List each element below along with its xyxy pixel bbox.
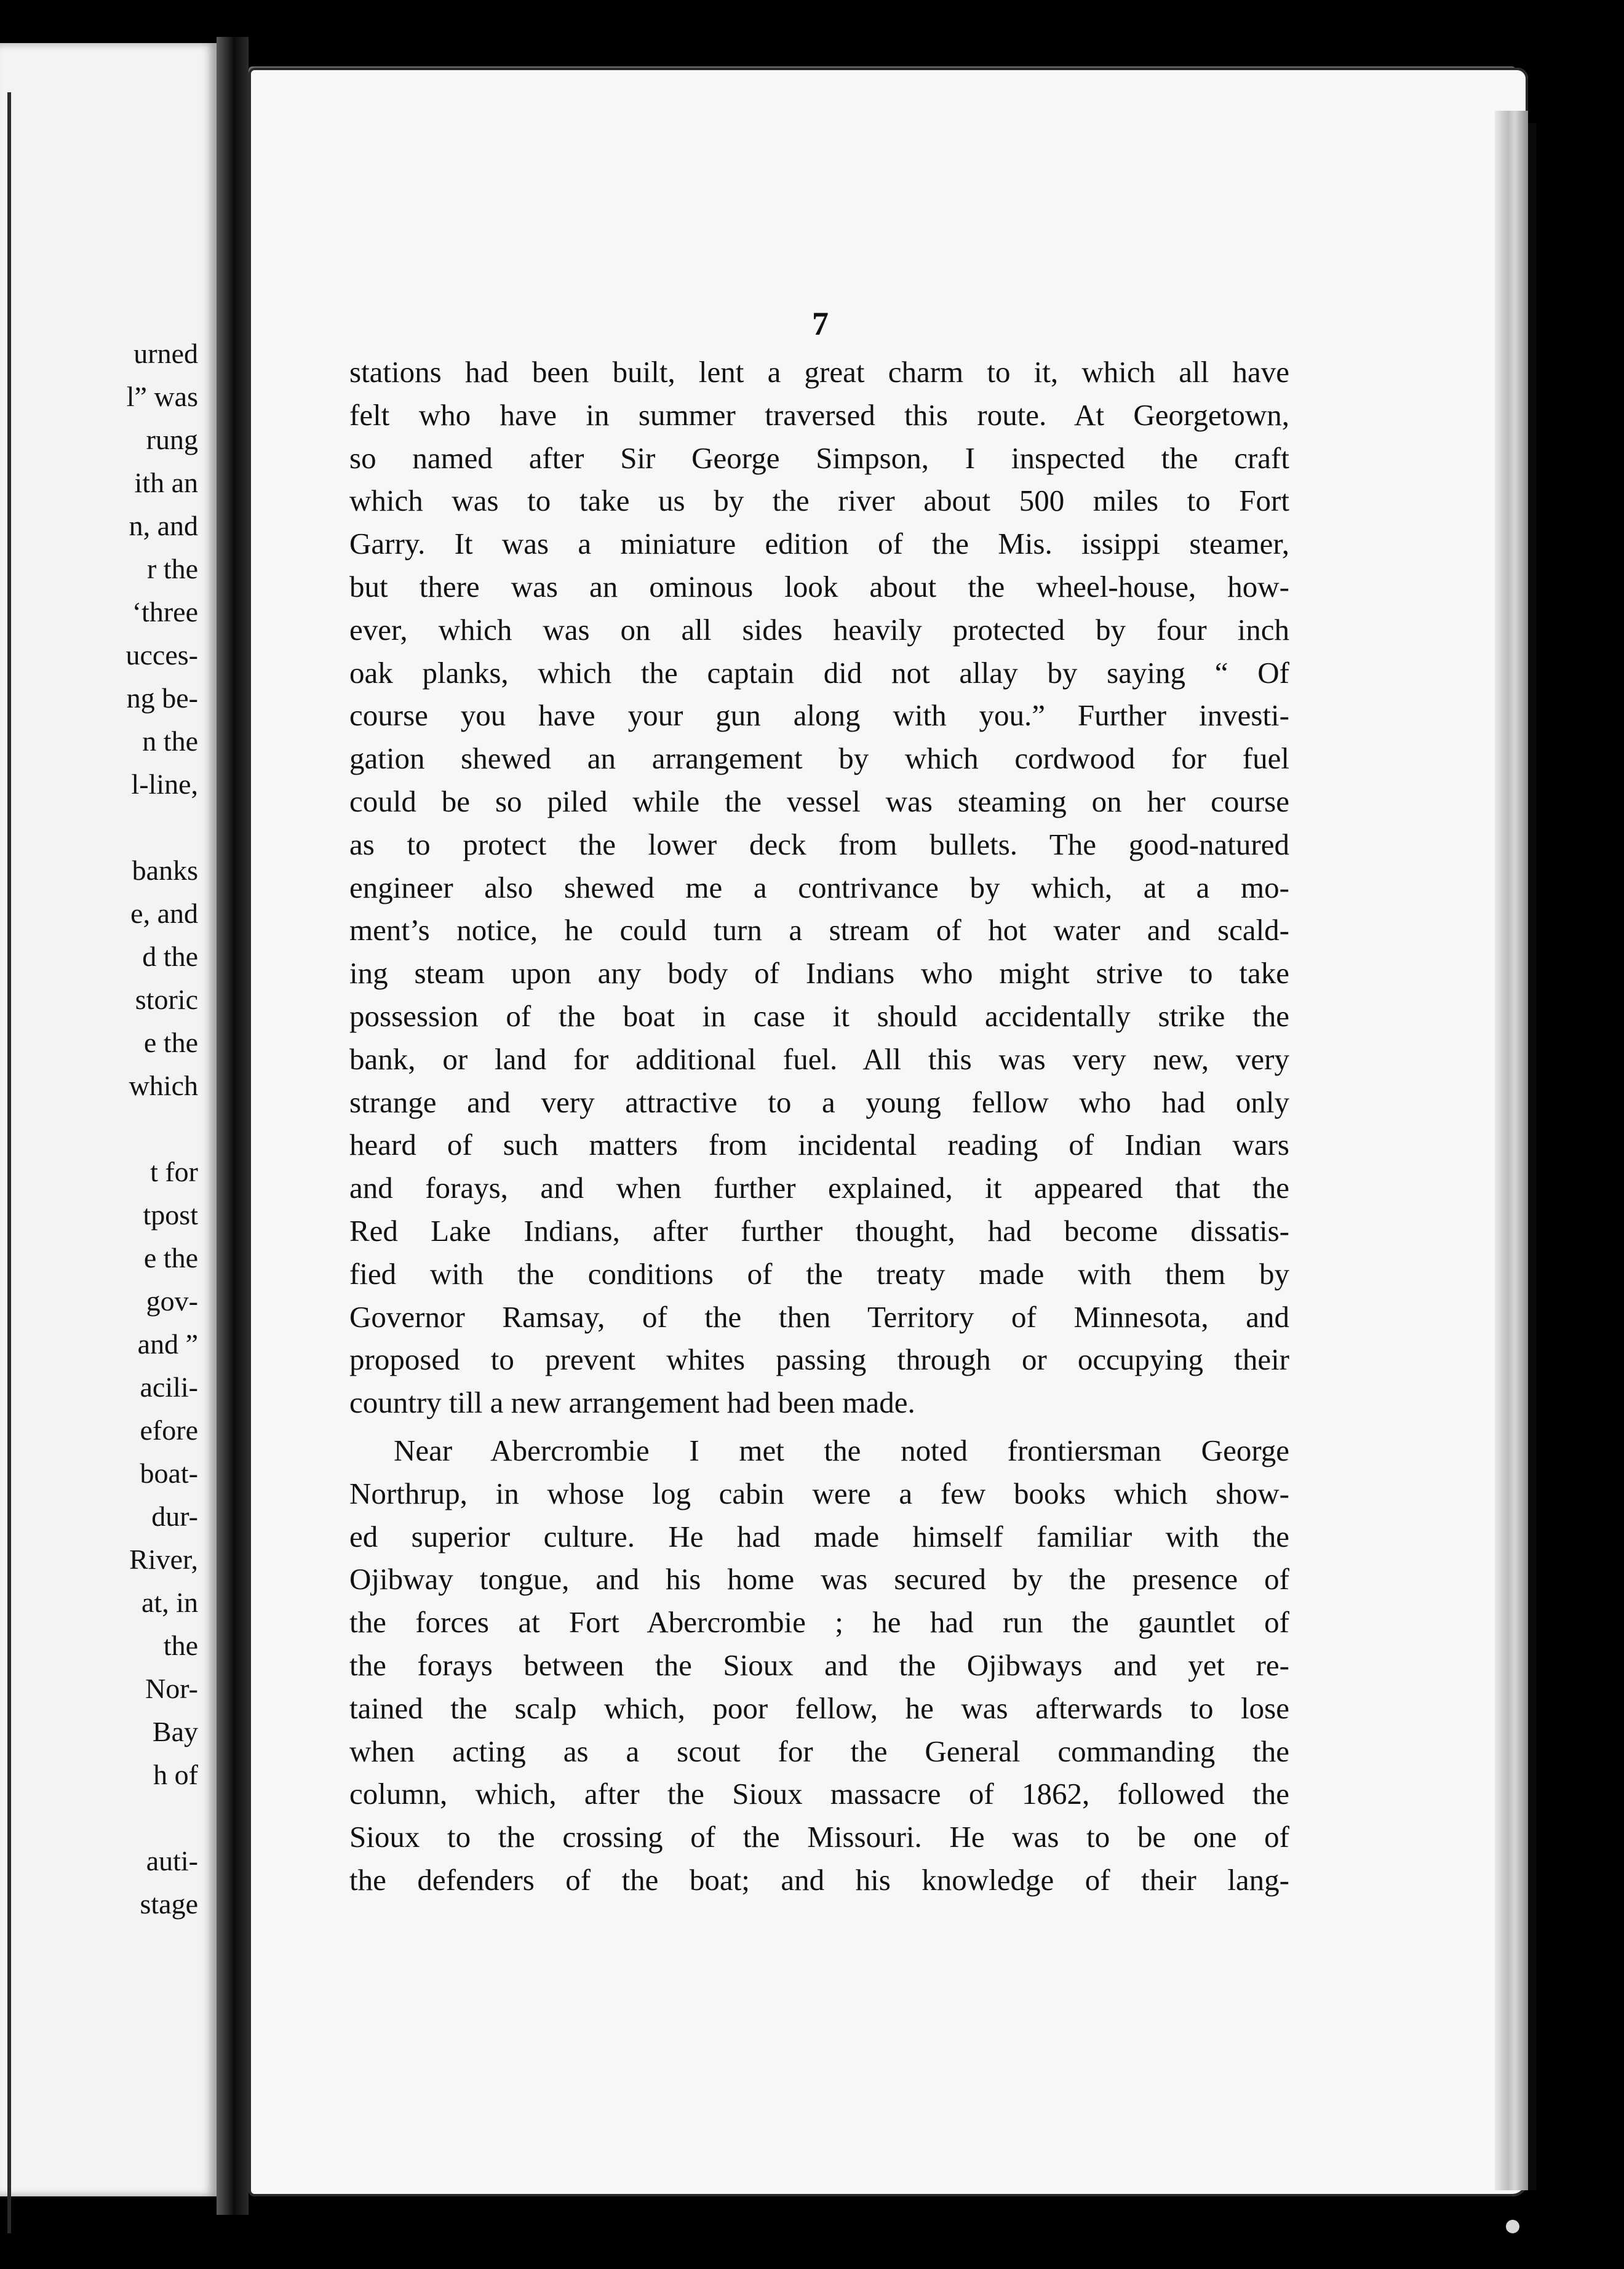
text-line: bank, or land for additional fuel. All this was very new, very (349, 1042, 1289, 1076)
facing-line: e, and (130, 898, 198, 929)
text-line: possession of the boat in case it should accidentally strike the (349, 999, 1289, 1033)
text-line: Ojibway tongue, and his home was secured by the presence of (349, 1562, 1289, 1597)
facing-line: ng be- (126, 682, 198, 714)
text-line: strange and very attractive to a young fellow who had only (349, 1085, 1289, 1119)
text-line: heard of such matters from incidental reading of Indian wars (349, 1128, 1289, 1162)
text-line: so named after Sir George Simpson, I inspected the craft (349, 441, 1289, 475)
facing-line: acili- (140, 1371, 198, 1403)
text-line: Northrup, in whose log cabin were a few books which show- (349, 1476, 1289, 1510)
facing-line: storic (135, 984, 198, 1015)
text-line: as to protect the lower deck from bullets. The good-natured (349, 827, 1289, 861)
book-gutter (217, 37, 249, 2215)
scan-speck (1506, 2220, 1519, 2233)
text-line: ed superior culture. He had made himself familiar with the (349, 1519, 1289, 1553)
facing-line: auti- (146, 1845, 198, 1876)
facing-page-left (0, 43, 217, 2196)
text-line: Garry. It was a miniature edition of the Mis. issippi steamer, (349, 527, 1289, 561)
facing-line: l” was (126, 381, 198, 412)
text-line: which was to take us by the river about 500 miles to Fort (349, 484, 1289, 518)
text-line: tained the scalp which, poor fellow, he was afterwards to lose (349, 1691, 1289, 1725)
text-line: and forays, and when further explained, it appeared that the (349, 1171, 1289, 1205)
facing-page-text (0, 43, 198, 1926)
facing-line: n, and (129, 510, 198, 541)
text-line: felt who have in summer traversed this route. At Georgetown, (349, 397, 1289, 432)
text-line: ever, which was on all sides heavily protected by four inch (349, 612, 1289, 647)
page-stack-edge (1495, 111, 1528, 2190)
page-edge-shadow (1528, 123, 1537, 2190)
text-line: country till a new arrangement had been made. (349, 1386, 915, 1420)
facing-line (0, 1796, 198, 1840)
text-line: Governor Ramsay, of the then Territory of Minnesota, and (349, 1299, 1289, 1334)
text-line: oak planks, which the captain did not allay by saying “ Of (349, 655, 1289, 690)
facing-line: which (129, 1070, 198, 1101)
text-line: Sioux to the crossing of the Missouri. He was to be one of (349, 1820, 1289, 1854)
text-line: the forces at Fort Abercrombie ; he had run the gauntlet of (349, 1605, 1289, 1640)
text-line: ing steam upon any body of Indians who might strive to take (349, 956, 1289, 991)
text-line: fied with the conditions of the treaty made with them by (349, 1256, 1289, 1291)
facing-line: boat- (140, 1458, 198, 1489)
facing-line: banks (132, 855, 198, 886)
facing-line: ‘three (132, 596, 198, 628)
facing-line: t for (150, 1156, 198, 1187)
paragraph-gap (349, 1424, 1289, 1429)
text-line: when acting as a scout for the General commanding the (349, 1734, 1289, 1768)
facing-line (0, 806, 198, 849)
facing-line: e the (143, 1242, 198, 1274)
text-line: the defenders of the boat; and his knowledge of their lang- (349, 1862, 1289, 1897)
facing-line: Nor- (145, 1673, 198, 1704)
text-line: gation shewed an arrangement by which cordwood for fuel (349, 741, 1289, 776)
page-body-text (349, 351, 1289, 1902)
text-line: stations had been built, lent a great charm to it, which all have (349, 355, 1289, 389)
facing-line: r the (146, 553, 198, 584)
text-line: course you have your gun along with you.” Further investi- (349, 698, 1289, 733)
text-line: Red Lake Indians, after further thought, had become dissatis- (349, 1213, 1289, 1248)
facing-page-border (7, 92, 11, 2233)
facing-line: and ” (137, 1328, 198, 1360)
text-line: Near Abercrombie I met the noted frontiersman George (394, 1433, 1289, 1467)
facing-line: ucces- (125, 639, 198, 671)
text-line: the forays between the Sioux and the Ojibways and yet re- (349, 1648, 1289, 1682)
facing-line: urned (133, 338, 198, 369)
facing-line: gov- (146, 1285, 198, 1317)
facing-line: efore (140, 1414, 198, 1446)
text-line: engineer also shewed me a contrivance by which, at a mo- (349, 870, 1289, 904)
facing-line: rung (146, 424, 198, 455)
facing-line (0, 1107, 198, 1150)
text-line: proposed to prevent whites passing through or occupying their (349, 1342, 1289, 1377)
facing-line: h of (153, 1759, 198, 1790)
text-line: ment’s notice, he could turn a stream of hot water and scald- (349, 913, 1289, 947)
facing-line: dur- (151, 1501, 198, 1532)
facing-line: Bay (152, 1716, 198, 1747)
facing-line: River, (129, 1544, 198, 1575)
page-number: 7 (812, 305, 829, 342)
facing-line: d the (142, 941, 198, 972)
text-line: could be so piled while the vessel was steaming on her course (349, 784, 1289, 818)
facing-line: l-line, (131, 768, 198, 800)
text-line: but there was an ominous look about the wheel-house, how- (349, 569, 1289, 604)
facing-line: the (163, 1630, 198, 1661)
facing-line: ith an (134, 467, 198, 498)
facing-line: e the (143, 1027, 198, 1058)
facing-line: stage (140, 1888, 198, 1920)
facing-line: tpost (143, 1199, 198, 1230)
facing-line: at, in (141, 1587, 198, 1618)
text-line: column, which, after the Sioux massacre of 1862, followed the (349, 1777, 1289, 1811)
facing-line: n the (142, 725, 198, 757)
